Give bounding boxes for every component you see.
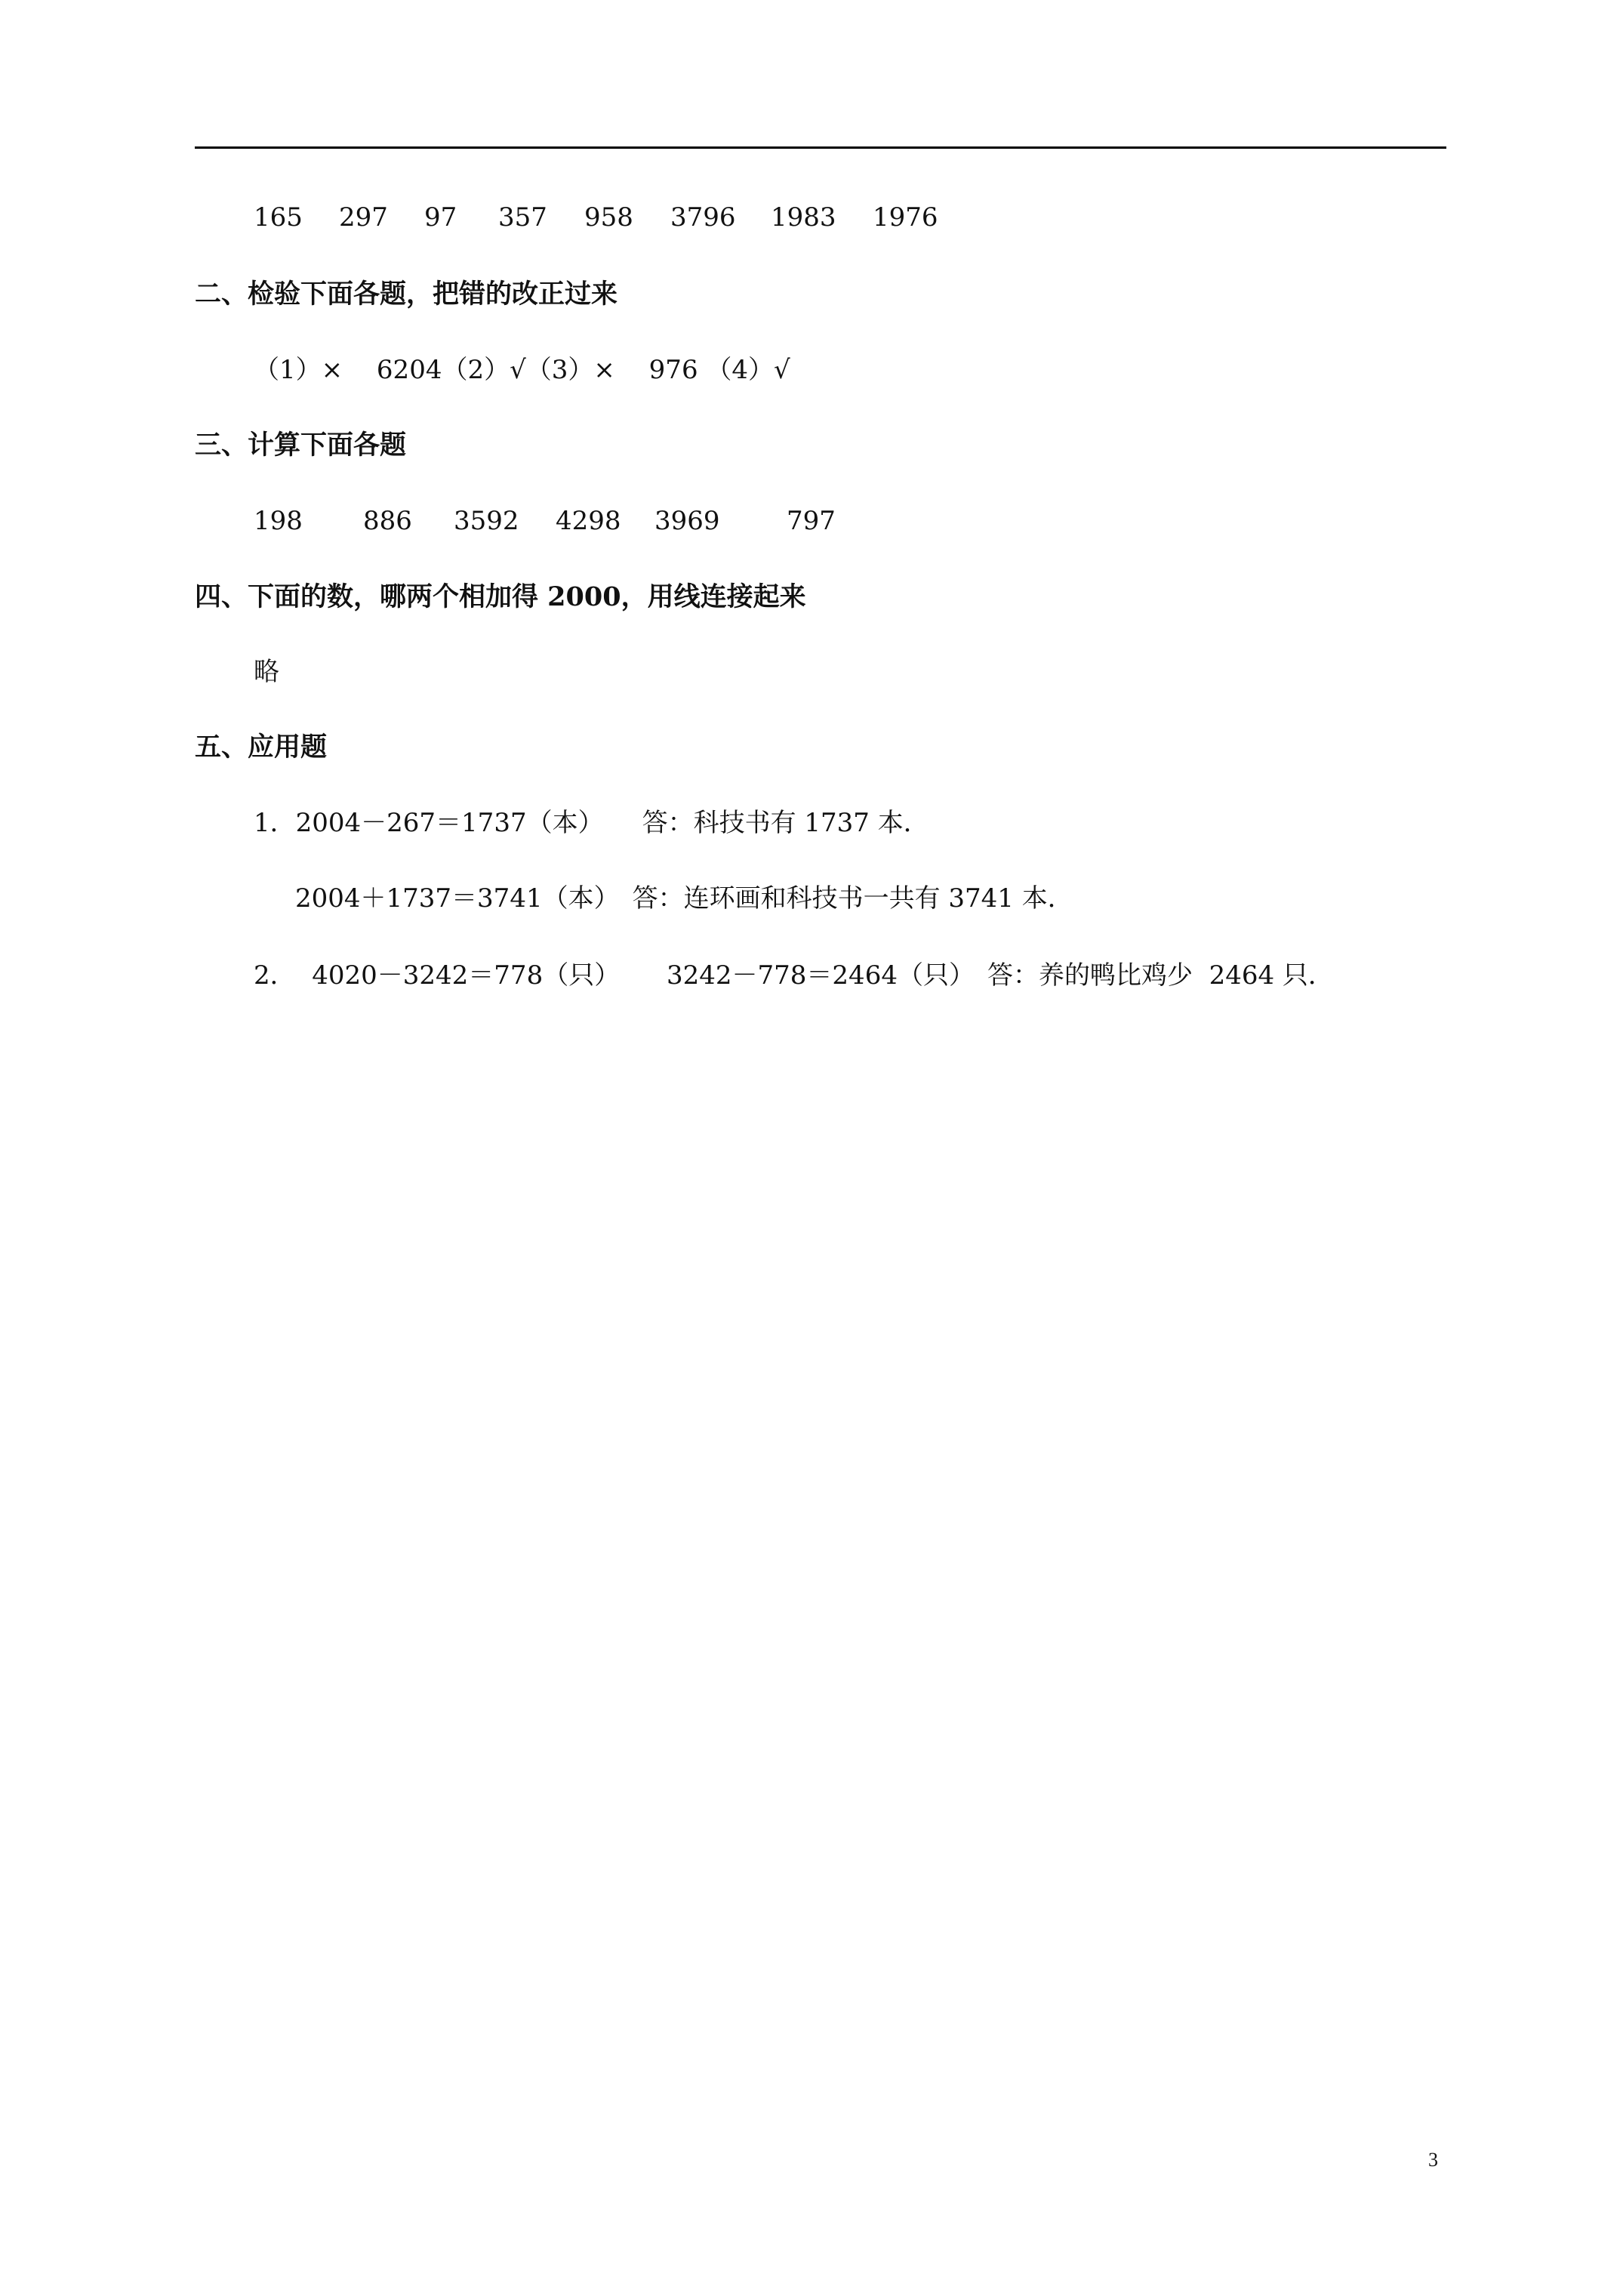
section-2-answer: （1）× 6204（2）√（3）× 976 （4）√ [254, 355, 790, 385]
answer-cell: 3592 [454, 506, 519, 536]
answer-cell: 1976 [873, 202, 938, 233]
section-2-heading: 二、检验下面各题，把错的改正过来 [195, 279, 618, 310]
question-2-line-1: 2． 4020－3242＝778（只） 3242－778＝2464（只） 答：养的鸭比鸡少 2464 只． [254, 960, 1334, 991]
answer-cell: 165 [254, 202, 303, 233]
answer-cell: 797 [787, 506, 836, 536]
question-1-line-1: 1．2004－267＝1737（本） 答：科技书有 1737 本． [254, 808, 929, 838]
answer-cell: 3969 [654, 506, 720, 536]
answer-cell: 297 [339, 202, 388, 233]
answer-cell: 97 [424, 202, 457, 233]
page-number: 3 [1428, 2149, 1438, 2171]
answer-cell: 958 [584, 202, 633, 233]
answer-cell: 3796 [670, 202, 736, 233]
answer-cell: 1983 [771, 202, 836, 233]
answer-cell: 198 [254, 506, 303, 536]
answer-cell: 4298 [556, 506, 621, 536]
question-1-line-2: 2004＋1737＝3741（本） 答：连环画和科技书一共有 3741 本． [295, 883, 1073, 914]
section-5-heading: 五、应用题 [195, 732, 328, 763]
header-rule [195, 146, 1446, 149]
section-4-heading: 四、下面的数，哪两个相加得 2000，用线连接起来 [195, 581, 806, 612]
answer-cell: 886 [363, 506, 412, 536]
section-3-heading: 三、计算下面各题 [195, 430, 407, 461]
section-4-answer: 略 [254, 657, 279, 687]
answer-cell: 357 [498, 202, 547, 233]
